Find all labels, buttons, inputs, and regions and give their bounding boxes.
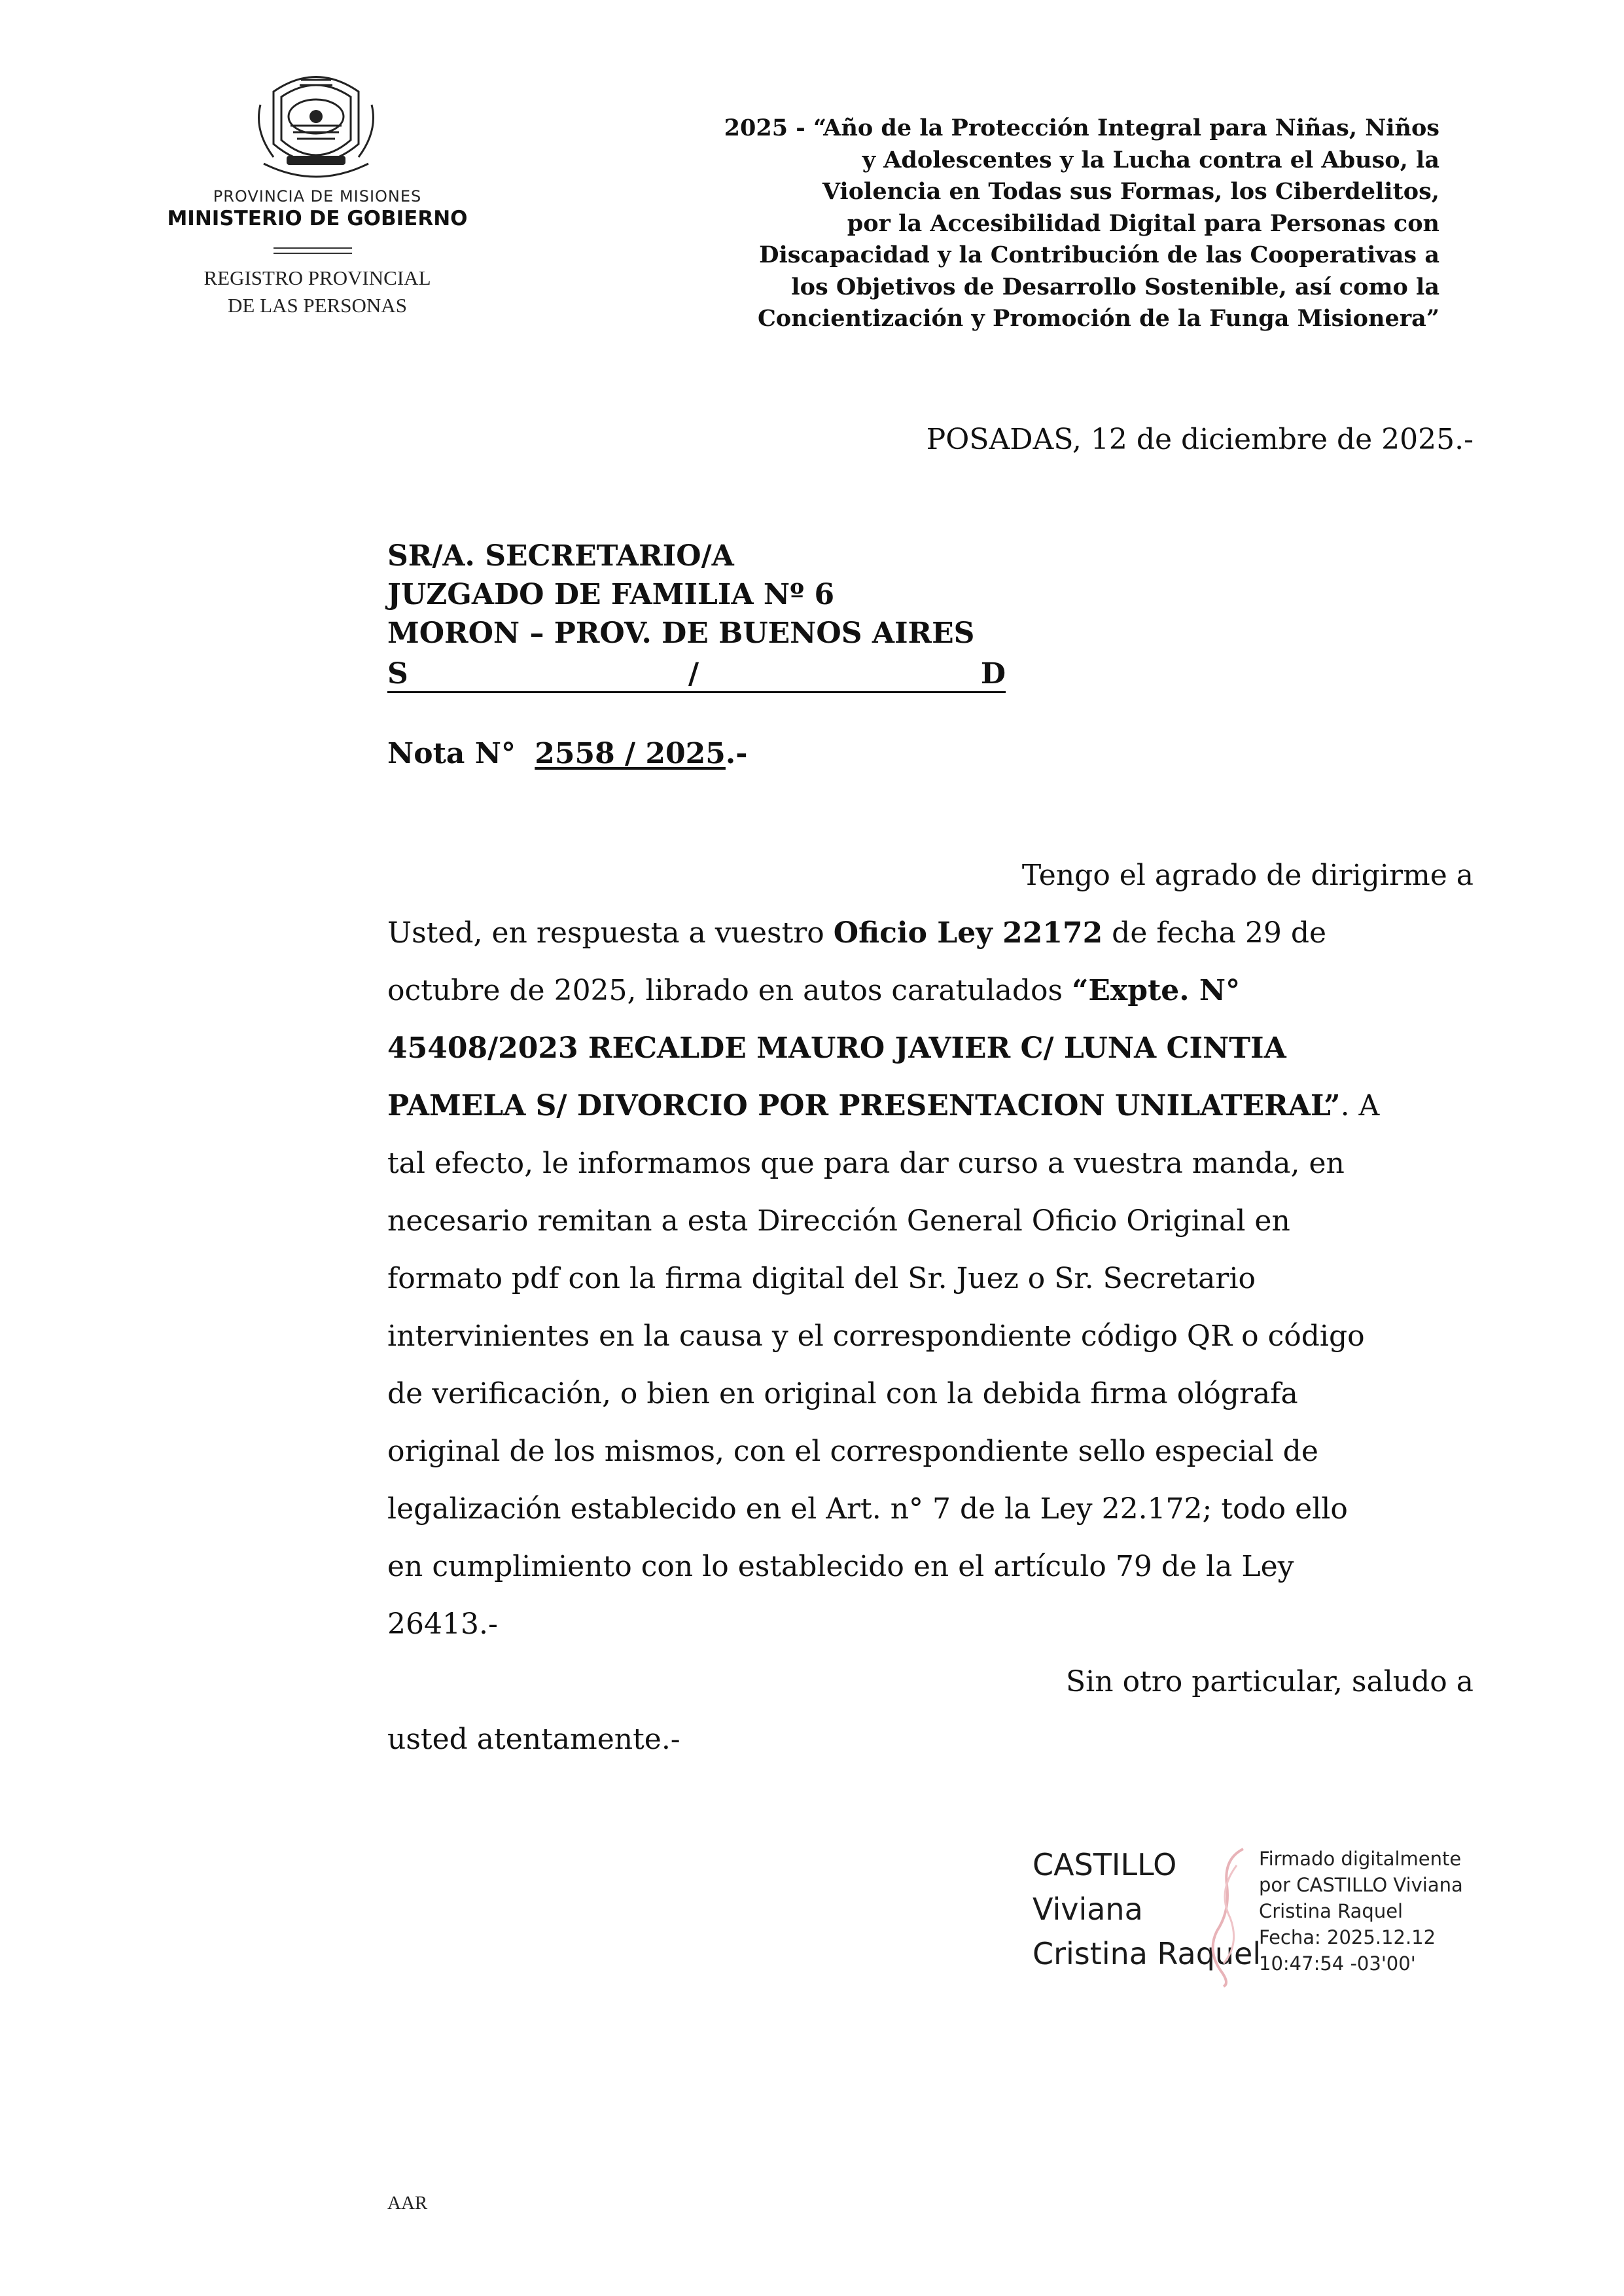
body-text: Usted, en respuesta a vuestro <box>387 916 834 950</box>
body-bold-text: 45408/2023 RECALDE MAURO JAVIER C/ LUNA CINTIA <box>387 1031 1286 1065</box>
body-line <box>387 1077 1474 1135</box>
body-line <box>387 1711 1474 1768</box>
motto-line: y Adolescentes y la Lucha contra el Abuso, la <box>862 146 1439 173</box>
signer-name-line: Viviana <box>1033 1892 1143 1927</box>
provincial-seal-icon <box>247 65 385 183</box>
signature-meta-line: Cristina Raquel <box>1259 1900 1403 1922</box>
body-text: de verificación, o bien en original con la debida firma ológrafa <box>387 1377 1298 1410</box>
body-text: de fecha 29 de <box>1103 916 1327 950</box>
header-divider-second <box>274 253 352 254</box>
body-bold-text: PAMELA S/ DIVORCIO POR PRESENTACION UNILATERAL” <box>387 1089 1341 1122</box>
digital-signature-mark-icon <box>1204 1846 1256 1990</box>
signature-meta-line: Firmado digitalmente <box>1259 1848 1462 1870</box>
body-line <box>387 1193 1474 1250</box>
body-text: formato pdf con la firma digital del Sr. Juez o Sr. Secretario <box>387 1262 1256 1295</box>
note-label: Nota N° <box>387 737 516 770</box>
body-line <box>387 905 1474 962</box>
year-motto <box>615 113 1439 335</box>
body-text: . A <box>1340 1089 1380 1122</box>
sd-slash: / <box>688 657 699 691</box>
registry-line-2: DE LAS PERSONAS <box>228 294 407 317</box>
body-line <box>387 1480 1474 1538</box>
signature-meta-line: por CASTILLO Viviana <box>1259 1874 1463 1896</box>
letter-body <box>387 847 1474 1768</box>
body-text: en cumplimiento con lo establecido en el artículo 79 de la Ley <box>387 1550 1294 1583</box>
body-text: necesario remitan a esta Dirección General Oficio Original en <box>387 1204 1290 1238</box>
body-line <box>387 1308 1474 1365</box>
closing-text: Sin otro particular, saludo a <box>1066 1665 1474 1698</box>
closing-text: usted atentamente.- <box>387 1723 680 1756</box>
signer-name-line: CASTILLO <box>1033 1847 1177 1882</box>
registry-line-1: REGISTRO PROVINCIAL <box>203 266 431 289</box>
ministry-name: MINISTERIO DE GOBIERNO <box>167 207 468 230</box>
sd-s: S <box>387 657 408 691</box>
signer-name-line: Cristina Raquel <box>1033 1936 1262 1971</box>
body-line <box>387 1365 1474 1423</box>
addressee-line-3: MORON – PROV. DE BUENOS AIRES <box>387 617 975 650</box>
su-despacho-line <box>387 657 1006 693</box>
motto-line: Discapacidad y la Contribución de las Cooperativas a <box>759 242 1439 268</box>
body-line <box>387 1020 1474 1077</box>
note-value: 2558 / 2025 <box>535 737 726 770</box>
note-number <box>387 737 748 770</box>
motto-line: Violencia en Todas sus Formas, los Ciberdelitos, <box>822 178 1439 205</box>
body-line <box>387 1653 1474 1711</box>
body-text: tal efecto, le informamos que para dar curso a vuestra manda, en <box>387 1147 1345 1180</box>
body-line <box>387 1135 1474 1193</box>
body-line <box>387 1250 1474 1308</box>
motto-line: los Objetivos de Desarrollo Sostenible, así como la <box>791 273 1439 300</box>
body-text: legalización establecido en el Art. n° 7 de la Ley 22.172; todo ello <box>387 1492 1348 1526</box>
addressee-line-2: JUZGADO DE FAMILIA Nº 6 <box>387 578 835 611</box>
body-bold-text: Oficio Ley 22172 <box>833 916 1103 950</box>
header-divider <box>274 247 352 249</box>
body-text: intervinientes en la causa y el correspondiente código QR o código <box>387 1319 1365 1353</box>
sd-d: D <box>980 657 1006 691</box>
body-text: original de los mismos, con el correspondiente sello especial de <box>387 1435 1318 1468</box>
typist-initials: AAR <box>387 2193 428 2214</box>
body-line <box>387 847 1474 905</box>
signature-meta-line: 10:47:54 -03'00' <box>1259 1952 1416 1975</box>
body-text: octubre de 2025, librado en autos caratulados <box>387 974 1072 1007</box>
motto-line: Concientización y Promoción de la Funga Misionera” <box>757 305 1439 332</box>
body-line <box>387 1538 1474 1596</box>
signature-meta-line: Fecha: 2025.12.12 <box>1259 1926 1436 1948</box>
document-date: POSADAS, 12 de diciembre de 2025.- <box>926 423 1474 456</box>
registry-name <box>160 264 474 319</box>
motto-line: 2025 - “Año de la Protección Integral para Niñas, Niños <box>724 115 1439 141</box>
body-bold-text: “Expte. N° <box>1072 974 1241 1007</box>
province-name: PROVINCIA DE MISIONES <box>213 187 422 206</box>
motto-line: por la Accesibilidad Digital para Personas con <box>847 209 1439 237</box>
addressee-line-1: SR/A. SECRETARIO/A <box>387 539 734 573</box>
body-line <box>387 962 1474 1020</box>
body-line <box>387 1596 1474 1653</box>
addressee-block <box>387 537 974 653</box>
digital-signature-info <box>1259 1846 1463 1977</box>
body-text: 26413.- <box>387 1607 498 1641</box>
body-text: Tengo el agrado de dirigirme a <box>1021 859 1474 892</box>
body-line <box>387 1423 1474 1480</box>
note-suffix: .- <box>725 737 748 770</box>
